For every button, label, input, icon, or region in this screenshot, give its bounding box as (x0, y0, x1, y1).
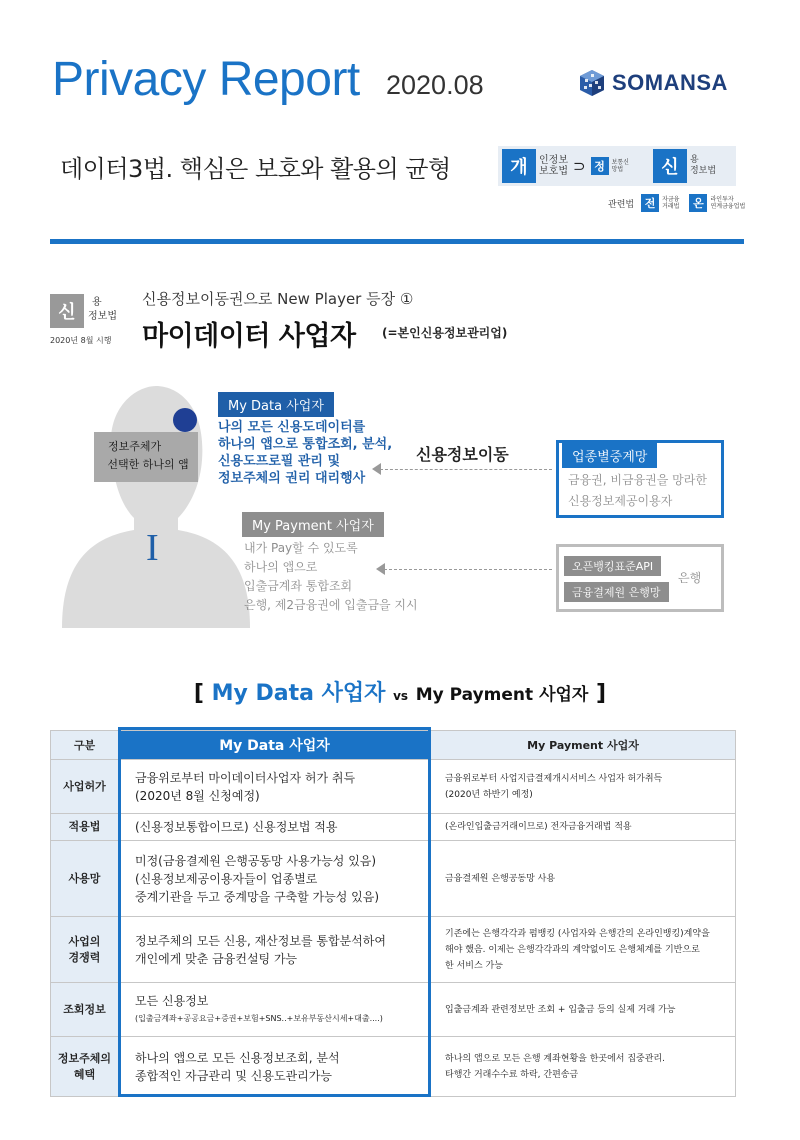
table-header-row (51, 731, 736, 760)
comparison-heading: [ My Data 사업자 vs My Payment 사업자 ] (193, 681, 607, 706)
row-mypayment: 하나의 앱으로 모든 은행 계좌현황을 한곳에서 집중관리. 타행간 거래수수료 하락, 간편송금 (431, 1037, 736, 1097)
row-category: 사업허가 (51, 760, 119, 814)
headline: 데이터3법. 핵심은 보호와 활용의 균형 (60, 155, 451, 183)
mydata-label: My Data 사업자 (218, 392, 334, 417)
mypayment-label: My Payment 사업자 (242, 512, 384, 537)
table-row (51, 983, 736, 1037)
arrow-left-icon (372, 463, 381, 475)
industry-relay-desc: 금융권, 비금융권을 망라한 신용정보제공이용자 (568, 473, 707, 508)
credit-info-flow-label: 신용정보이동 (416, 445, 509, 464)
industry-relay-label: 업종별중계망 (562, 443, 657, 468)
law-relation-box (498, 146, 736, 186)
open-banking-api-label: 오픈뱅킹표준API (564, 556, 661, 576)
section-subtitle: 신용정보이동권으로 New Player 등장 ① (142, 290, 414, 308)
section-title: 마이데이터 사업자 (142, 321, 356, 352)
related-label: 관련법 (608, 199, 635, 210)
credit-info-law-badge: 신 (50, 294, 84, 328)
law-on-badge: 온 (689, 194, 707, 212)
effective-date: 2020년 8월 시행 (50, 336, 112, 345)
mydata-description: 나의 모든 신용도데이터를 하나의 앱으로 통합조회, 분석, 신용도프로필 관리 및 정보주체의 권리 대리행사 (218, 420, 393, 486)
row-mypayment: 금융위로부터 사업지급결제개시서비스 사업자 허가취득 (2020년 하반기 예정) (431, 760, 736, 814)
law-jeon-desc: 자금융 거래법 (662, 196, 680, 210)
table-row (51, 1037, 736, 1097)
row-category: 적용법 (51, 814, 119, 841)
row-mypayment: 금융결제원 은행공동망 사용 (431, 841, 736, 917)
flow-dashed-line (380, 469, 552, 470)
row-mydata: 미정(금융결제원 은행공동망 사용가능성 있음) (신용정보제공이용자들이 업종별로 중계기관을 두고 중계망을 구축할 가능성 있음) (119, 841, 431, 917)
camera-dot-icon (173, 408, 197, 432)
related-laws (608, 194, 745, 212)
table-row (51, 917, 736, 983)
law-jeong-desc: 보통신 망법 (611, 159, 629, 173)
row-category: 사용망 (51, 841, 119, 917)
payment-dashed-line (384, 569, 552, 570)
arrow-left-icon (376, 563, 385, 575)
row-mydata: 금융위로부터 마이데이터사업자 허가 취득 (2020년 8월 신청예정) (119, 760, 431, 814)
law-gae-desc: 인정보 보호법 (539, 155, 568, 177)
logo-text: SOMANSA (612, 70, 728, 95)
row-mydata: 모든 신용정보 (입출금계좌+공공요금+증권+보험+SNS..+보유부동산시세+대출....) (119, 983, 431, 1037)
table-row (51, 760, 736, 814)
row-mypayment: 기존에는 은행각각과 펌뱅킹 (사업자와 은행간의 온라인뱅킹)계약을 해야 했음. 이제는 은행각각과의 계약없이도 은행체계를 기반으로 한 서비스 가능 (431, 917, 736, 983)
report-title: Privacy Report (52, 53, 360, 106)
person-symbol: I (146, 527, 159, 569)
row-mydata: 정보주체의 모든 신용, 재산정보를 통합분석하여 개인에게 맞춘 금융컨설팅 가능 (119, 917, 431, 983)
mypayment-description: 내가 Pay할 수 있도록 하나의 앱으로 입출금계좌 통합조회 은행, 제2금융권에 입출금을 지시 (244, 541, 418, 612)
row-category: 조회정보 (51, 983, 119, 1037)
header-mydata: My Data 사업자 (119, 731, 431, 760)
law-jeong-badge: 정 (591, 157, 609, 175)
section-title-note: (=본인신용정보관리업) (382, 326, 508, 340)
row-mydata: (신용정보통합이므로) 신용정보법 적용 (119, 814, 431, 841)
bank-label: 은행 (678, 571, 702, 585)
subset-symbol: ⊃ (572, 157, 586, 175)
table-row (51, 841, 736, 917)
law-shin-desc: 용 정보법 (689, 155, 717, 176)
header-mypayment: My Payment 사업자 (431, 731, 736, 760)
row-category: 정보주체의 혜택 (51, 1037, 119, 1097)
row-mypayment: 입출금계좌 관련정보만 조회 + 입출금 등의 실제 거래 가능 (431, 983, 736, 1037)
header-category: 구분 (51, 731, 119, 760)
law-on-desc: 라인투자 연계금융업법 (710, 196, 746, 210)
credit-info-law-label: 용 정보법 (88, 297, 117, 322)
report-date: 2020.08 (386, 70, 484, 100)
header-divider (50, 239, 744, 244)
person-app-label: 정보주체가 선택한 하나의 앱 (107, 440, 189, 471)
logo-cube-icon (578, 69, 606, 97)
kftc-network-label: 금융결제원 은행망 (564, 582, 669, 602)
law-gae-badge: 개 (502, 149, 536, 183)
row-mydata: 하나의 앱으로 모든 신용정보조회, 분석 종합적인 자금관리 및 신용도관리가능 (119, 1037, 431, 1097)
table-row (51, 814, 736, 841)
row-category: 사업의 경쟁력 (51, 917, 119, 983)
law-jeon-badge: 전 (641, 194, 659, 212)
law-shin-badge: 신 (653, 149, 687, 183)
somansa-logo (578, 68, 738, 98)
row-mypayment: (온라인입출금거래이므로) 전자금융거래법 적용 (431, 814, 736, 841)
comparison-table (50, 730, 736, 1097)
